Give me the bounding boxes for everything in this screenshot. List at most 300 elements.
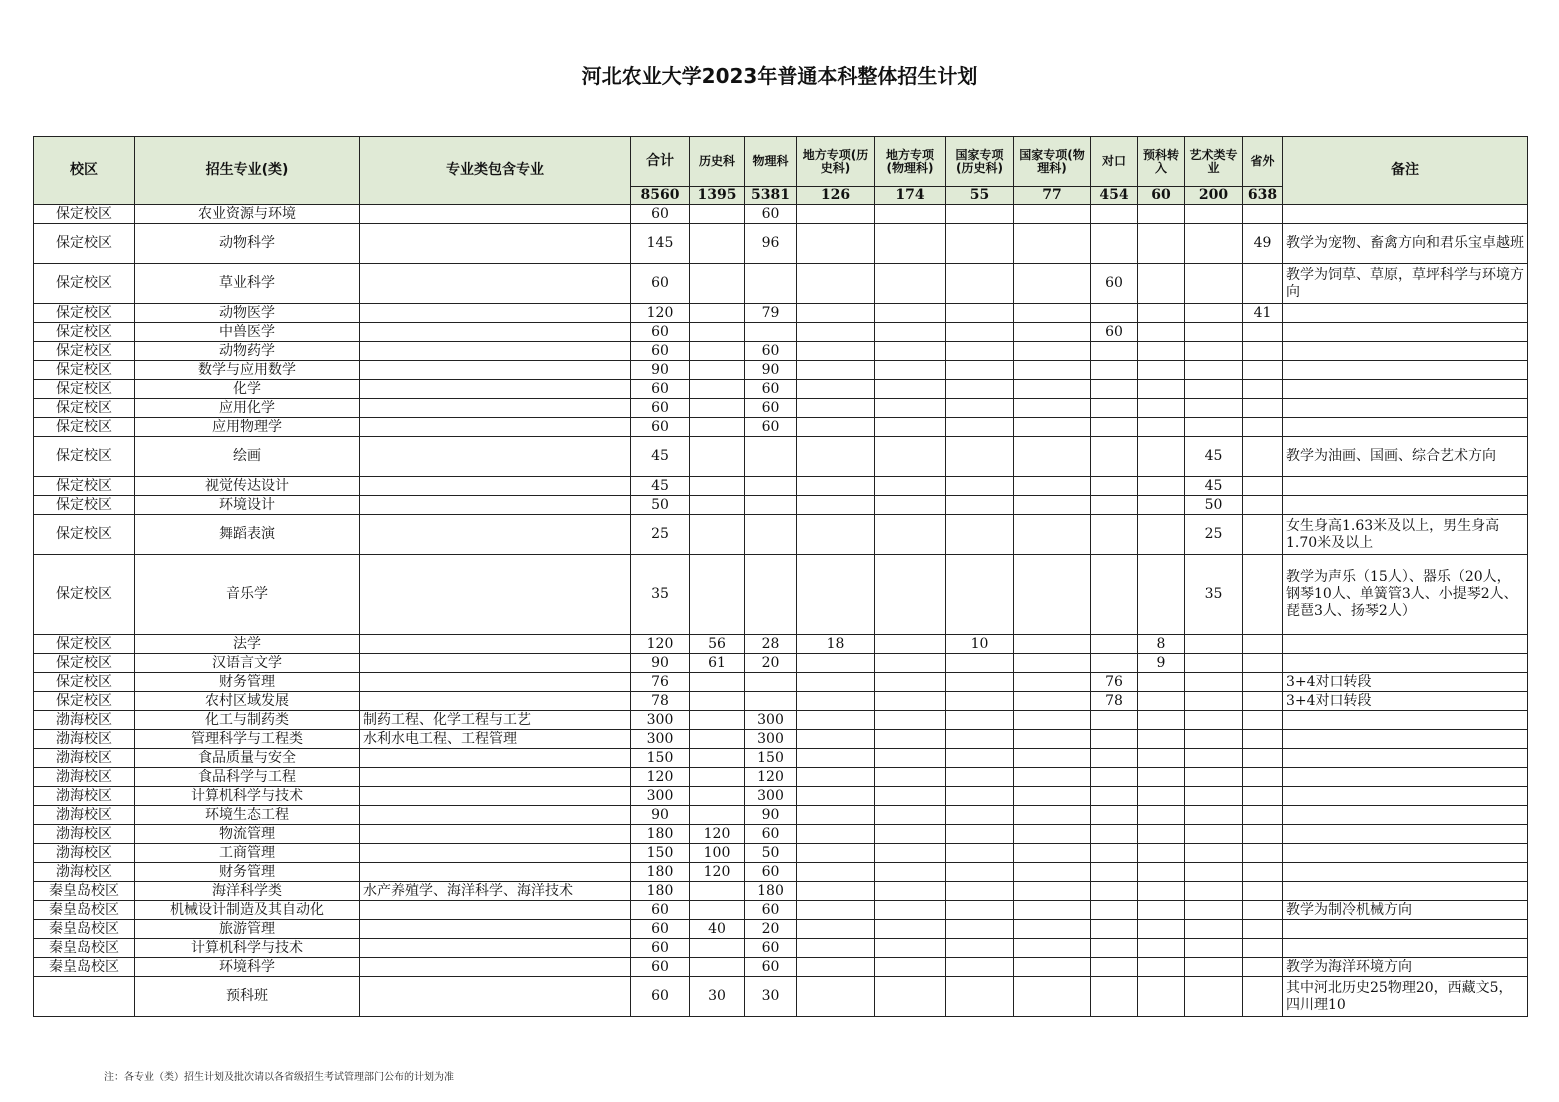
cell-history — [690, 730, 745, 749]
cell-content — [360, 863, 631, 882]
header-note: 备注 — [1283, 137, 1528, 205]
cell-campus: 保定校区 — [34, 342, 135, 361]
cell-national-physics — [1014, 673, 1091, 692]
cell-note — [1283, 749, 1528, 768]
cell-major: 应用化学 — [135, 399, 360, 418]
cell-note: 教学为饲草、草原，草坪科学与环境方向 — [1283, 264, 1528, 304]
cell-note — [1283, 882, 1528, 901]
cell-local-history — [797, 264, 875, 304]
cell-local-physics — [875, 224, 946, 264]
cell-physics: 90 — [745, 806, 797, 825]
cell-local-history — [797, 515, 875, 555]
cell-campus: 保定校区 — [34, 673, 135, 692]
cell-duikou — [1091, 555, 1138, 635]
cell-major: 财务管理 — [135, 863, 360, 882]
cell-content — [360, 477, 631, 496]
total-physics: 5381 — [745, 187, 797, 205]
cell-major: 物流管理 — [135, 825, 360, 844]
enrollment-plan-table — [33, 136, 1528, 1017]
cell-campus: 保定校区 — [34, 515, 135, 555]
table-row — [34, 749, 1528, 768]
cell-duikou — [1091, 768, 1138, 787]
cell-national-history — [946, 730, 1014, 749]
page-title: 河北农业大学2023年普通本科整体招生计划 — [581, 64, 978, 88]
cell-content — [360, 555, 631, 635]
cell-national-physics — [1014, 787, 1091, 806]
cell-note — [1283, 361, 1528, 380]
cell-prep-in — [1138, 205, 1185, 224]
cell-total: 120 — [631, 768, 690, 787]
cell-history — [690, 477, 745, 496]
cell-prep-in — [1138, 342, 1185, 361]
total-local-physics: 174 — [875, 187, 946, 205]
cell-total: 60 — [631, 939, 690, 958]
cell-note: 教学为油画、国画、综合艺术方向 — [1283, 437, 1528, 477]
cell-duikou — [1091, 654, 1138, 673]
cell-physics: 30 — [745, 977, 797, 1017]
cell-national-history: 10 — [946, 635, 1014, 654]
cell-national-history — [946, 304, 1014, 323]
cell-physics: 60 — [745, 399, 797, 418]
cell-outside — [1243, 958, 1283, 977]
cell-local-physics — [875, 304, 946, 323]
cell-art — [1185, 977, 1243, 1017]
cell-local-history — [797, 380, 875, 399]
cell-history — [690, 692, 745, 711]
header-duikou: 对口 — [1091, 137, 1138, 187]
cell-total: 25 — [631, 515, 690, 555]
cell-local-history — [797, 224, 875, 264]
cell-total: 90 — [631, 806, 690, 825]
cell-history — [690, 901, 745, 920]
cell-national-history — [946, 361, 1014, 380]
cell-total: 180 — [631, 863, 690, 882]
cell-prep-in — [1138, 939, 1185, 958]
cell-art — [1185, 361, 1243, 380]
cell-history — [690, 768, 745, 787]
cell-national-physics — [1014, 555, 1091, 635]
cell-art — [1185, 787, 1243, 806]
cell-major: 管理科学与工程类 — [135, 730, 360, 749]
table-row — [34, 654, 1528, 673]
cell-major: 环境设计 — [135, 496, 360, 515]
cell-prep-in — [1138, 806, 1185, 825]
cell-content — [360, 496, 631, 515]
cell-duikou — [1091, 825, 1138, 844]
cell-content — [360, 673, 631, 692]
table-row — [34, 635, 1528, 654]
cell-prep-in — [1138, 958, 1185, 977]
cell-art — [1185, 635, 1243, 654]
cell-national-physics — [1014, 939, 1091, 958]
cell-history — [690, 437, 745, 477]
cell-physics: 150 — [745, 749, 797, 768]
cell-prep-in — [1138, 920, 1185, 939]
cell-history — [690, 205, 745, 224]
cell-note — [1283, 939, 1528, 958]
cell-local-physics — [875, 920, 946, 939]
table-row — [34, 515, 1528, 555]
table-row — [34, 496, 1528, 515]
cell-national-history — [946, 496, 1014, 515]
cell-outside — [1243, 692, 1283, 711]
cell-local-history — [797, 825, 875, 844]
cell-local-physics — [875, 882, 946, 901]
table-row — [34, 224, 1528, 264]
cell-outside — [1243, 730, 1283, 749]
cell-national-history — [946, 205, 1014, 224]
cell-prep-in — [1138, 515, 1185, 555]
cell-local-physics — [875, 323, 946, 342]
cell-major: 动物药学 — [135, 342, 360, 361]
cell-local-history — [797, 977, 875, 1017]
cell-national-history — [946, 323, 1014, 342]
cell-local-history — [797, 361, 875, 380]
table-row — [34, 555, 1528, 635]
cell-national-physics — [1014, 749, 1091, 768]
cell-campus: 渤海校区 — [34, 711, 135, 730]
cell-art — [1185, 380, 1243, 399]
cell-local-physics — [875, 749, 946, 768]
cell-major: 音乐学 — [135, 555, 360, 635]
cell-note — [1283, 418, 1528, 437]
cell-campus: 渤海校区 — [34, 863, 135, 882]
cell-major: 食品科学与工程 — [135, 768, 360, 787]
header-prep-in: 预科转入 — [1138, 137, 1185, 187]
cell-physics — [745, 477, 797, 496]
cell-campus: 保定校区 — [34, 635, 135, 654]
cell-national-history — [946, 787, 1014, 806]
cell-art — [1185, 342, 1243, 361]
cell-national-physics — [1014, 920, 1091, 939]
cell-outside — [1243, 749, 1283, 768]
header-content: 专业类包含专业 — [360, 137, 631, 205]
cell-prep-in — [1138, 692, 1185, 711]
cell-art — [1185, 825, 1243, 844]
cell-national-history — [946, 224, 1014, 264]
cell-total: 150 — [631, 844, 690, 863]
cell-duikou — [1091, 224, 1138, 264]
cell-total: 78 — [631, 692, 690, 711]
cell-major: 动物科学 — [135, 224, 360, 264]
cell-note — [1283, 496, 1528, 515]
cell-art: 45 — [1185, 477, 1243, 496]
cell-total: 300 — [631, 787, 690, 806]
cell-outside — [1243, 863, 1283, 882]
cell-prep-in — [1138, 901, 1185, 920]
cell-note — [1283, 342, 1528, 361]
cell-content — [360, 380, 631, 399]
cell-outside — [1243, 477, 1283, 496]
cell-physics: 60 — [745, 958, 797, 977]
cell-history — [690, 304, 745, 323]
cell-outside — [1243, 787, 1283, 806]
cell-duikou — [1091, 806, 1138, 825]
cell-prep-in — [1138, 477, 1185, 496]
cell-note — [1283, 863, 1528, 882]
cell-content — [360, 977, 631, 1017]
cell-major: 预科班 — [135, 977, 360, 1017]
cell-art: 45 — [1185, 437, 1243, 477]
cell-content — [360, 787, 631, 806]
cell-campus — [34, 977, 135, 1017]
cell-prep-in — [1138, 555, 1185, 635]
cell-history — [690, 380, 745, 399]
cell-content — [360, 749, 631, 768]
cell-national-physics — [1014, 654, 1091, 673]
cell-outside — [1243, 901, 1283, 920]
cell-outside — [1243, 939, 1283, 958]
cell-total: 90 — [631, 361, 690, 380]
cell-physics: 180 — [745, 882, 797, 901]
cell-campus: 保定校区 — [34, 224, 135, 264]
cell-duikou — [1091, 749, 1138, 768]
cell-history — [690, 418, 745, 437]
table-row — [34, 787, 1528, 806]
cell-local-physics — [875, 477, 946, 496]
cell-major: 化工与制药类 — [135, 711, 360, 730]
cell-national-history — [946, 673, 1014, 692]
cell-local-physics — [875, 844, 946, 863]
cell-national-physics — [1014, 844, 1091, 863]
table-row — [34, 730, 1528, 749]
cell-history — [690, 882, 745, 901]
total-history: 1395 — [690, 187, 745, 205]
cell-history — [690, 787, 745, 806]
cell-duikou: 60 — [1091, 323, 1138, 342]
cell-art — [1185, 264, 1243, 304]
cell-local-history — [797, 304, 875, 323]
cell-note — [1283, 304, 1528, 323]
cell-outside — [1243, 515, 1283, 555]
table-row — [34, 882, 1528, 901]
cell-duikou — [1091, 844, 1138, 863]
cell-note — [1283, 635, 1528, 654]
cell-campus: 保定校区 — [34, 418, 135, 437]
cell-note — [1283, 920, 1528, 939]
cell-total: 60 — [631, 418, 690, 437]
cell-local-physics — [875, 768, 946, 787]
cell-note — [1283, 844, 1528, 863]
cell-local-history — [797, 939, 875, 958]
total-all: 8560 — [631, 187, 690, 205]
cell-content — [360, 264, 631, 304]
cell-duikou — [1091, 939, 1138, 958]
cell-national-history — [946, 418, 1014, 437]
cell-major: 农村区域发展 — [135, 692, 360, 711]
cell-duikou — [1091, 635, 1138, 654]
cell-local-history — [797, 768, 875, 787]
cell-outside — [1243, 418, 1283, 437]
cell-campus: 保定校区 — [34, 692, 135, 711]
cell-content — [360, 654, 631, 673]
cell-local-history — [797, 323, 875, 342]
cell-content — [360, 825, 631, 844]
cell-campus: 保定校区 — [34, 264, 135, 304]
cell-art — [1185, 863, 1243, 882]
cell-national-physics — [1014, 768, 1091, 787]
cell-national-history — [946, 692, 1014, 711]
cell-national-history — [946, 806, 1014, 825]
cell-history — [690, 673, 745, 692]
cell-duikou — [1091, 515, 1138, 555]
cell-history — [690, 749, 745, 768]
cell-art: 25 — [1185, 515, 1243, 555]
cell-prep-in: 8 — [1138, 635, 1185, 654]
cell-national-physics — [1014, 515, 1091, 555]
cell-total: 60 — [631, 901, 690, 920]
cell-prep-in — [1138, 496, 1185, 515]
cell-note: 其中河北历史25物理20，西藏文5，四川理10 — [1283, 977, 1528, 1017]
cell-campus: 秦皇岛校区 — [34, 920, 135, 939]
cell-major: 食品质量与安全 — [135, 749, 360, 768]
cell-history: 120 — [690, 825, 745, 844]
cell-art — [1185, 939, 1243, 958]
cell-total: 150 — [631, 749, 690, 768]
cell-national-history — [946, 901, 1014, 920]
cell-national-physics — [1014, 205, 1091, 224]
cell-local-history — [797, 806, 875, 825]
cell-outside — [1243, 977, 1283, 1017]
table-row — [34, 863, 1528, 882]
table-row — [34, 901, 1528, 920]
cell-duikou — [1091, 496, 1138, 515]
cell-physics — [745, 555, 797, 635]
cell-local-physics — [875, 939, 946, 958]
cell-outside — [1243, 768, 1283, 787]
cell-campus: 保定校区 — [34, 323, 135, 342]
cell-local-physics — [875, 787, 946, 806]
cell-history: 30 — [690, 977, 745, 1017]
header-outside: 省外 — [1243, 137, 1283, 187]
table-row — [34, 806, 1528, 825]
cell-major: 应用物理学 — [135, 418, 360, 437]
cell-outside: 49 — [1243, 224, 1283, 264]
cell-local-history — [797, 399, 875, 418]
cell-national-physics — [1014, 342, 1091, 361]
cell-local-history — [797, 920, 875, 939]
cell-content — [360, 939, 631, 958]
cell-prep-in — [1138, 437, 1185, 477]
table-row — [34, 692, 1528, 711]
cell-physics: 90 — [745, 361, 797, 380]
cell-national-physics — [1014, 901, 1091, 920]
cell-local-physics — [875, 361, 946, 380]
cell-art — [1185, 806, 1243, 825]
cell-history: 56 — [690, 635, 745, 654]
table-row — [34, 844, 1528, 863]
cell-national-history — [946, 768, 1014, 787]
cell-local-history — [797, 787, 875, 806]
cell-national-history — [946, 399, 1014, 418]
cell-national-history — [946, 749, 1014, 768]
cell-total: 45 — [631, 437, 690, 477]
header-art: 艺术类专业 — [1185, 137, 1243, 187]
cell-history — [690, 515, 745, 555]
cell-prep-in — [1138, 673, 1185, 692]
cell-local-history — [797, 496, 875, 515]
cell-outside — [1243, 205, 1283, 224]
cell-national-history — [946, 342, 1014, 361]
cell-physics: 60 — [745, 418, 797, 437]
table-row — [34, 673, 1528, 692]
cell-major: 数学与应用数学 — [135, 361, 360, 380]
table-row — [34, 361, 1528, 380]
cell-local-physics — [875, 711, 946, 730]
cell-art: 50 — [1185, 496, 1243, 515]
cell-duikou — [1091, 304, 1138, 323]
total-art: 200 — [1185, 187, 1243, 205]
cell-national-physics — [1014, 323, 1091, 342]
cell-major: 工商管理 — [135, 844, 360, 863]
cell-note: 教学为海洋环境方向 — [1283, 958, 1528, 977]
cell-duikou — [1091, 711, 1138, 730]
cell-content — [360, 920, 631, 939]
cell-outside — [1243, 844, 1283, 863]
cell-content — [360, 399, 631, 418]
cell-local-physics — [875, 418, 946, 437]
cell-prep-in — [1138, 304, 1185, 323]
cell-total: 60 — [631, 958, 690, 977]
cell-national-history — [946, 711, 1014, 730]
cell-national-history — [946, 264, 1014, 304]
cell-local-physics — [875, 635, 946, 654]
cell-physics — [745, 264, 797, 304]
cell-note: 教学为声乐（15人）、器乐（20人，钢琴10人、单簧管3人、小提琴2人、琵琶3人、扬琴2人） — [1283, 555, 1528, 635]
cell-local-physics — [875, 901, 946, 920]
cell-total: 120 — [631, 635, 690, 654]
cell-history — [690, 323, 745, 342]
cell-major: 动物医学 — [135, 304, 360, 323]
table-row — [34, 711, 1528, 730]
cell-local-history — [797, 711, 875, 730]
cell-total: 60 — [631, 342, 690, 361]
cell-national-physics — [1014, 399, 1091, 418]
cell-local-physics — [875, 806, 946, 825]
cell-campus: 保定校区 — [34, 380, 135, 399]
cell-history — [690, 224, 745, 264]
cell-total: 60 — [631, 264, 690, 304]
header-physics: 物理科 — [745, 137, 797, 187]
cell-content — [360, 692, 631, 711]
cell-note: 教学为制冷机械方向 — [1283, 901, 1528, 920]
cell-local-physics — [875, 342, 946, 361]
cell-note: 3+4对口转段 — [1283, 673, 1528, 692]
cell-duikou — [1091, 730, 1138, 749]
cell-art — [1185, 711, 1243, 730]
table-row — [34, 958, 1528, 977]
cell-major: 法学 — [135, 635, 360, 654]
cell-art — [1185, 844, 1243, 863]
cell-prep-in — [1138, 882, 1185, 901]
cell-major: 化学 — [135, 380, 360, 399]
cell-national-history — [946, 515, 1014, 555]
cell-local-physics — [875, 673, 946, 692]
cell-major: 旅游管理 — [135, 920, 360, 939]
cell-local-physics — [875, 692, 946, 711]
cell-physics: 120 — [745, 768, 797, 787]
cell-duikou — [1091, 920, 1138, 939]
cell-history — [690, 711, 745, 730]
cell-local-history — [797, 882, 875, 901]
cell-prep-in — [1138, 711, 1185, 730]
cell-art — [1185, 205, 1243, 224]
cell-total: 45 — [631, 477, 690, 496]
cell-total: 180 — [631, 882, 690, 901]
cell-national-physics — [1014, 635, 1091, 654]
cell-duikou — [1091, 205, 1138, 224]
cell-physics: 50 — [745, 844, 797, 863]
